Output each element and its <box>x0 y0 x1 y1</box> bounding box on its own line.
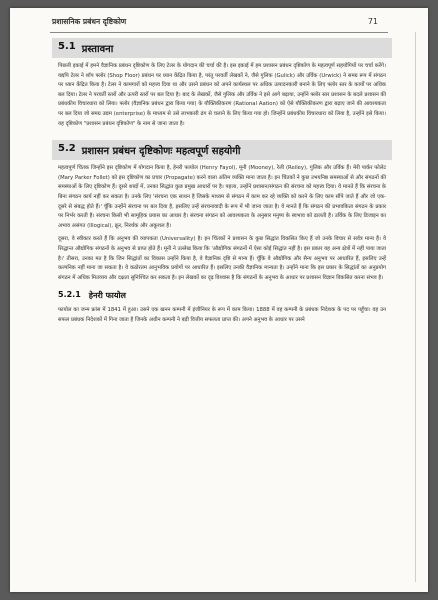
page-number: 71 <box>367 17 378 26</box>
running-head: प्रशासनिक प्रबंधन दृष्टिकोण <box>52 17 127 26</box>
principles-paragraph: दूसरा, वे स्वीकार करते हैं कि अनुभव की व्यापकता (Universality) है। इन चिंतकों ने प्रशासन के कुछ सिद्धांत विकसित किए हैं जो उनके विचार से सर्वत्र मान्य हैं। वे सिद्धान्त औद्योगिक संगठनों के अनुभव से प्राप्त होते हैं। मूनी ने उल्लेख किया कि 'औद्योगिक संगठनों में ऐसा कोई सिद्धांत नहीं है। इस प्रकार यह अन्य क्षेत्रों में नहीं पाया जाता है।' तीसरा, उनका मत है कि जिन सिद्धांतों का विकास उन्होंने किया है, वे वैज्ञानिक दृष्टि से मान्य हैं। चूँकि वे औद्योगिक और सैन्य अनुभव पर आधारित हैं, इसलिए उन्हें कल्पनिक नहीं माना जा सकता है। वे कठोरतम आनुभविक प्रयोगों पर आधारित हैं। इसलिए उनकी वैज्ञानिक मान्यता है। उन्होंने माना कि इस प्रकार के सिद्धांतों का अनुप्रयोग संगठन में अधिक मितव्यय और दक्षता सुनिश्चित कर सकता है। इन लेखकों का दृढ़ विश्वास है कि संगठनों के अनुभव के आधार पर प्रशासन विज्ञान विकसित करना संभव है। <box>58 236 386 281</box>
section-heading-5-1 <box>52 38 392 58</box>
contributors-paragraph: महत्वपूर्ण चिंतक जिन्होंने इस दृष्टिकोण में योगदान किया है, हेनरी फायोल (Henry Fayol), मूनी (Mooney), रेली (Reiley), गुलिक और उर्विक हैं। मेरी पार्कर फोलेट (Mary Parker Follet) को इस दृष्टिकोण का प्रचार (Propagate) करने वाला अंतिम व्यक्ति माना जाता है। इन चिंतकों ने कुछ उभयनिष्ठ समस्याओं से और संगठनों की समस्याओं के लिए दृष्टिकोण हैं। दूसरे शब्दों में, उनका सिद्धांत कुछ प्रमुख आधारों पर है। पहला, उन्होंने प्रशासन/संगठन की संरचना को महत्त्व दिया। वे मानते हैं कि संरचना के बिना संगठन कार्य नहीं कर सकता है। उनके लिए 'संरचना एक साधन है जिसके माध्यम से संगठन में काम कर रहे व्यक्ति को करने के लिए काम सौंपे जाते हैं और जो एक-दूसरे से संबद्ध होते हैं।' चूँकि उन्होंने संरचना पर बल दिया है, इसलिए उन्हें संरचनावादी के रूप में भी जाना जाता है। वे मानते हैं कि संगठन की प्रभावकिता संगठन के प्रकार पर निर्भर करती है। संरचना किसी भी सामूहिक प्रयास का आधार है। संरचना संगठन को आवश्यकता के अनुसार मनुष्य के स्वभाव को ढालती है। उर्विक के लिए डिजाइन का अभाव असंगत (Illogical), क्रूर, निरर्थक और अकुशल है। <box>58 165 386 229</box>
header-rule <box>50 32 388 33</box>
section-number: 5.2 <box>58 143 76 155</box>
section-heading-5-2 <box>52 140 392 160</box>
section-number: 5.1 <box>58 41 76 52</box>
intro-paragraph: पिछली इकाई में हमने वैज्ञानिक प्रबंधन दृष्टिकोण के लिए टेलर के योगदान की चर्चा की है। इस इकाई में हम प्रशासन प्रबंधन दृष्टिकोण के महत्वपूर्ण सहयोगियों पर चर्चा करेंगे। यद्यपि टेलर ने शॉप फ्लोर (Shop Floor) प्रबंधन पर ध्यान केंद्रित किया है, परंतु परवर्ती लेखकों ने, जैसे गुलिक (Gulick) और उर्विक (Urwick) ने समग्र रूप में संगठन पर ध्यान केंद्रित किया है। टेलर ने कामगारों को महत्त्व दिया था और उसने प्रबंधन को अपने कार्यस्थल पर अधिक उत्पादनकारी बनाने के लिए फ्लोर स्तर के कार्यों पर अधिक बल दिया। टेलर ने परवर्ती स्तरों और ऊपरी स्तरों पर बल दिया है। बाद के लेखकों, जैसे गुलिक और उर्विक ने इसे आगे बढ़ाया, उन्होंने फ्लोर स्तर प्रशासन के बदले प्रशासन की प्रबंधकीय विचारधारा को लिया। फ्लोर (वैज्ञानिक प्रबंधन द्वारा किया गया) के यौक्तिकीकरण (Rational Aation) को ऐसे यौक्तिकीकरण द्वारा बढ़ाए जाने की आवश्यकता पर बल दिया जो समग्र उद्यम (enterprise) के माध्यम से उसे लाभकारी ढंग से चलाने के लिए किया गया हो। जिन्होंने प्रबंधकीय विचारधारा को लिया है, उन्होंने इसे किया। यह दृष्टिकोण "प्रशासन प्रबंधन दृष्टिकोण" के नाम से जाना जाता है। <box>58 63 386 127</box>
subsection-heading-5-2-1 <box>58 290 386 301</box>
document-page <box>10 8 428 592</box>
page-content <box>58 38 386 329</box>
section-title: प्रशासन प्रबंधन दृष्टिकोणः महत्वपूर्ण सहयोगी <box>81 146 241 158</box>
margin-rule <box>415 32 416 582</box>
section-title: प्रस्तावना <box>81 44 114 55</box>
subsection-title: हेनरी फायोल <box>88 291 126 301</box>
subsection-number: 5.2.1 <box>58 290 81 300</box>
fayol-paragraph: फायोल का जन्म फ्रांस में 1841 में हुआ। उसने एक खनन कम्पनी में इंजीनियर के रूप में काम किया। 1888 में वह कम्पनी के प्रबंधक निदेशक के पद पर पहुँचा। वह उन सफल प्रबंधक निदेशकों में गिना जाता है जिनके अधीन कम्पनी ने बड़ी वित्तीय सफलता प्राप्त की। अपने अनुभव के आधार पर उसने <box>58 307 386 323</box>
